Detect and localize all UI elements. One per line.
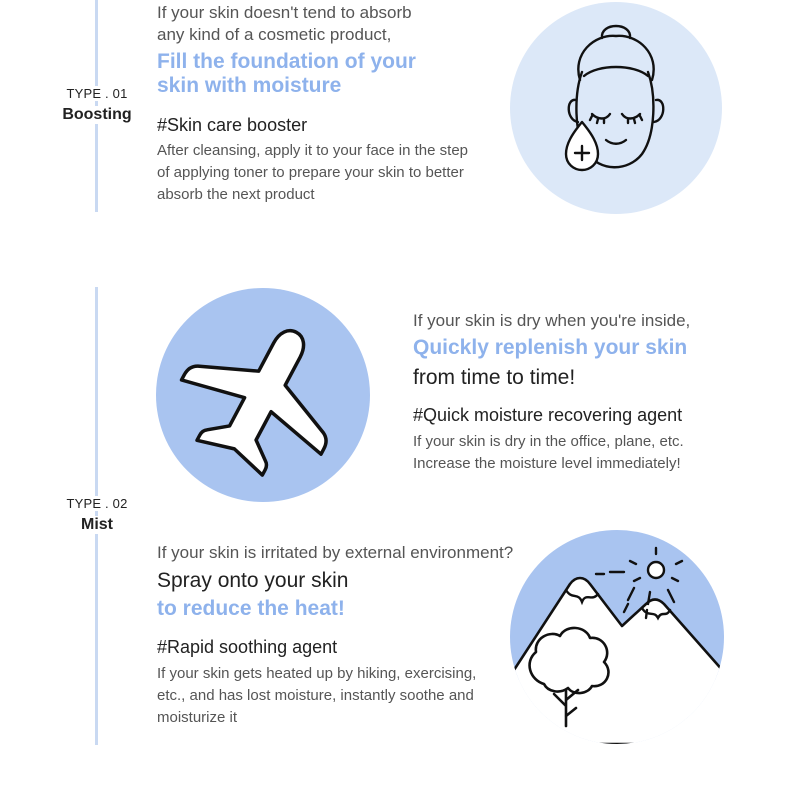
boosting-headline-line-2: skin with moisture [157,74,342,97]
type-label-02: TYPE . 02 [52,496,142,511]
mist-outside-intro: If your skin is irritated by external environment? [157,543,514,562]
mist-outside-headline: to reduce the heat! [157,597,345,620]
mist-outside-tag: #Rapid soothing agent [157,637,338,657]
boosting-desc-line-2: of applying toner to prepare your skin to better [157,164,464,181]
boosting-desc-line-3: absorb the next product [157,186,315,203]
boosting-intro-line-1: If your skin doesn't tend to absorb [157,3,412,22]
boosting-desc-line-1: After cleansing, apply it to your face in the step [157,142,469,159]
boosting-headline-line-1: Fill the foundation of your [157,50,416,73]
mist-outside-desc-line-2: etc., and has lost moisture, instantly soothe and [157,687,474,704]
boosting-tag: #Skin care booster [157,115,308,135]
mist-inside-desc-line-1: If your skin is dry in the office, plane, etc. [413,433,684,450]
type-label-01: TYPE . 01 [52,86,142,101]
airplane-icon [156,288,370,502]
mist-inside-desc-line-2: Increase the moisture level immediately! [413,455,681,472]
mist-inside-headline: Quickly replenish your skin [413,336,688,359]
boosting-intro-line-2: any kind of a cosmetic product, [157,25,392,44]
mist-outside-desc-line-3: moisturize it [157,709,238,726]
mist-outside-headline-dark: Spray onto your skin [157,569,349,592]
type-name-boosting: Boosting [52,106,142,124]
mountain-sun-tree-icon [510,530,724,744]
type-name-mist: Mist [52,516,142,534]
mist-inside-headline-dark: from time to time! [413,366,576,389]
face-with-droplet-icon [510,2,722,214]
mist-inside-tag: #Quick moisture recovering agent [413,405,683,425]
mist-outside-desc-line-1: If your skin gets heated up by hiking, exercising, [157,665,477,682]
mist-inside-intro: If your skin is dry when you're inside, [413,311,691,330]
